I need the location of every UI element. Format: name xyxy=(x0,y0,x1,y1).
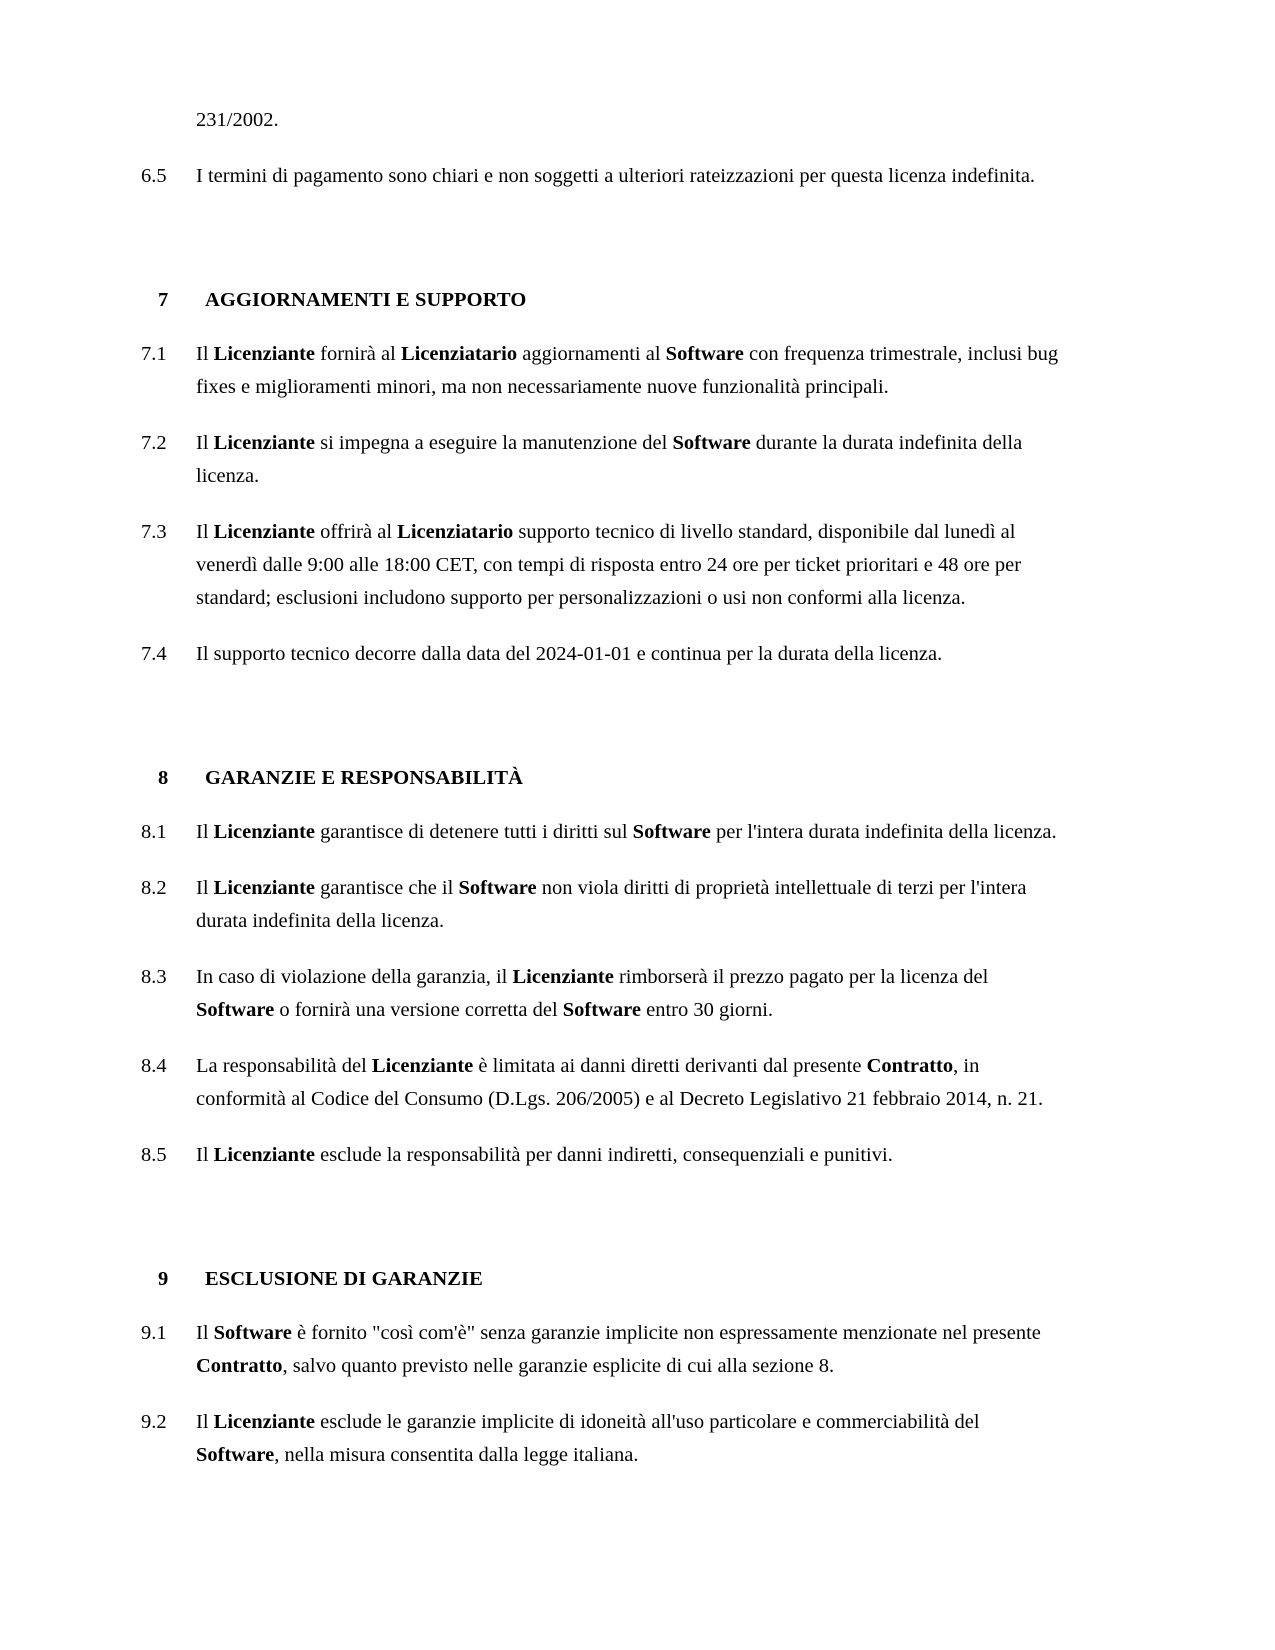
clause-number: 8.1 xyxy=(141,821,167,843)
clause-8.5 xyxy=(141,1139,1066,1172)
section-heading-9 xyxy=(141,1264,1066,1294)
clause-9.2 xyxy=(141,1406,1066,1472)
clause-7.3 xyxy=(141,516,1066,615)
clause-text: Il Software è fornito "così com'è" senza garanzie implicite non espressamente menzionate nel presente Contratto, salvo quanto previsto nelle garanzie esplicite di cui alla sezione 8. xyxy=(196,1322,1041,1377)
clause-text: In caso di violazione della garanzia, il Licenziante rimborserà il prezzo pagato per la licenza del Software o fornirà una versione corretta del Software entro 30 giorni. xyxy=(196,966,989,1021)
clause-number: 7.2 xyxy=(141,432,167,454)
clause-number: 6.5 xyxy=(141,165,167,187)
document-body xyxy=(141,104,1066,1492)
clause-7.4 xyxy=(141,638,1066,671)
clause-text: Il Licenziante esclude la responsabilità per danni indiretti, consequenziali e punitivi. xyxy=(196,1144,893,1166)
clause-8.2 xyxy=(141,872,1066,938)
section-number: 8 xyxy=(158,767,169,789)
clause-number: 8.5 xyxy=(141,1144,167,1166)
clause-text: Il supporto tecnico decorre dalla data del 2024-01-01 e continua per la durata della licenza. xyxy=(196,643,943,665)
clause-number: 7.1 xyxy=(141,343,167,365)
section-spacer xyxy=(141,1172,1066,1206)
clause-number: 9.1 xyxy=(141,1322,167,1344)
section-spacer xyxy=(141,193,1066,227)
clause-text: Il Licenziante garantisce di detenere tutti i diritti sul Software per l'intera durata indefinita della licenza. xyxy=(196,821,1057,843)
clause-8.4 xyxy=(141,1050,1066,1116)
clause-number: 9.2 xyxy=(141,1411,167,1433)
section-title: ESCLUSIONE DI GARANZIE xyxy=(205,1268,483,1290)
clause-8.3 xyxy=(141,961,1066,1027)
section-title: AGGIORNAMENTI E SUPPORTO xyxy=(205,289,527,311)
clause-number: 8.2 xyxy=(141,877,167,899)
clause-number: 7.3 xyxy=(141,521,167,543)
section-title: GARANZIE E RESPONSABILITÀ xyxy=(205,767,524,789)
clause-6.5 xyxy=(141,160,1066,193)
clause-text: La responsabilità del Licenziante è limitata ai danni diretti derivanti dal presente Contratto, in conformità al Codice del Consumo (D.Lgs. 206/2005) e al Decreto Legislativo 21 febbraio 2014, n. 21. xyxy=(196,1055,1044,1110)
clause-number: 8.3 xyxy=(141,966,167,988)
clause-text: Il Licenziante offrirà al Licenziatario supporto tecnico di livello standard, disponibile dal lunedì al venerdì dalle 9:00 alle 18:00 CET, con tempi di risposta entro 24 ore per ticket prioritari e 48 ore per standard; esclusioni includono supporto per personalizzazioni o usi non conformi alla licenza. xyxy=(196,521,1022,609)
clause-8.1 xyxy=(141,816,1066,849)
clause-text: Il Licenziante garantisce che il Software non viola diritti di proprietà intellettuale di terzi per l'intera durata indefinita della licenza. xyxy=(196,877,1027,932)
section-heading-7 xyxy=(141,285,1066,315)
clause-text: Il Licenziante si impegna a eseguire la manutenzione del Software durante la durata indefinita della licenza. xyxy=(196,432,1023,487)
clause-text: I termini di pagamento sono chiari e non soggetti a ulteriori rateizzazioni per questa licenza indefinita. xyxy=(196,165,1036,187)
clause-group-pre-section7 xyxy=(141,160,1066,193)
continuation-line: 231/2002. xyxy=(196,109,279,131)
clause-text: Il Licenziante fornirà al Licenziatario aggiornamenti al Software con frequenza trimestrale, inclusi bug fixes e miglioramenti minori, ma non necessariamente nuove funzionalità principali. xyxy=(196,343,1059,398)
clause-7.2 xyxy=(141,427,1066,493)
section-number: 7 xyxy=(158,289,169,311)
section-spacer xyxy=(141,671,1066,705)
clause-number: 7.4 xyxy=(141,643,167,665)
section-number: 9 xyxy=(158,1268,169,1290)
sections-container xyxy=(141,285,1066,1472)
clause-9.1 xyxy=(141,1317,1066,1383)
section-heading-8 xyxy=(141,763,1066,793)
clause-text: Il Licenziante esclude le garanzie implicite di idoneità all'uso particolare e commerciabilità del Software, nella misura consentita dalla legge italiana. xyxy=(196,1411,980,1466)
page-tail-spacer xyxy=(141,1472,1066,1492)
clause-7.1 xyxy=(141,338,1066,404)
clause-number: 8.4 xyxy=(141,1055,167,1077)
